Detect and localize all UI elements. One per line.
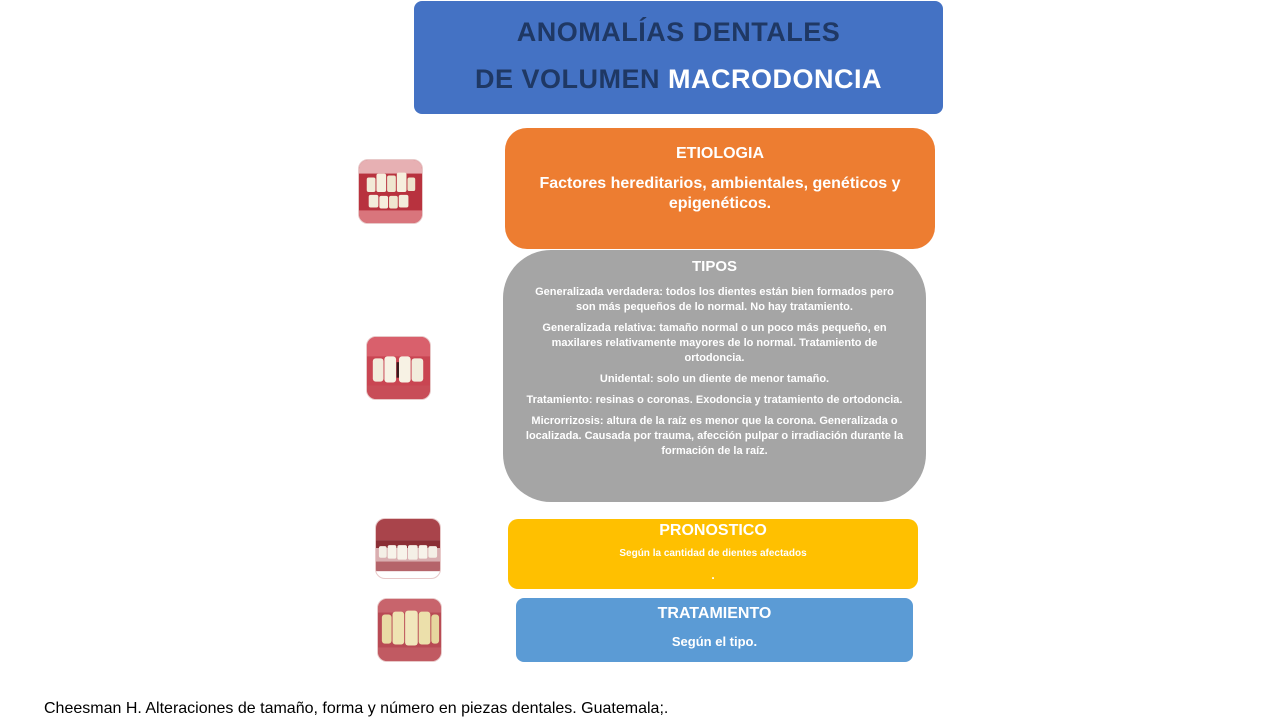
etiologia-heading: ETIOLOGIA (676, 145, 764, 162)
title-line-2-prefix: DE VOLUMEN (474, 64, 660, 94)
tipos-item: Generalizada relativa: tamaño normal o un poco más pequeño, en maxilares relativamente mayores de lo normal. Tratamiento de ortodoncia. (542, 322, 887, 364)
title-line-2 (414, 64, 943, 95)
tipos-heading: TIPOS (691, 258, 737, 275)
tipos-item: Generalizada verdadera: todos los dientes están bien formados pero son más pequeños de lo normal. No hay tratamiento. (535, 286, 894, 313)
teeth-photo-2 (366, 336, 431, 400)
pronostico-text: Según la cantidad de dientes afectados (619, 548, 807, 559)
citation: Cheesman H. Alteraciones de tamaño, forma y número en piezas dentales. Guatemala;. (44, 700, 669, 717)
teeth-photo-3 (375, 518, 441, 579)
tratamiento-heading: TRATAMIENTO (657, 605, 772, 622)
tipos-item: Unidental: solo un diente de menor tamaño. (599, 373, 830, 385)
tratamiento-text: Según el tipo. (671, 634, 758, 649)
pronostico-box (508, 519, 918, 589)
tipos-list (525, 285, 904, 465)
pronostico-dot: . (711, 568, 715, 582)
pronostico-heading: PRONOSTICO (659, 522, 767, 539)
title-banner (414, 1, 943, 114)
title-accent: MACRODONCIA (668, 64, 883, 94)
etiologia-text: Factores hereditarios, ambientales, genéticos y epigenéticos. (539, 175, 901, 212)
teeth-photo-4 (377, 598, 442, 662)
tratamiento-box (516, 598, 913, 662)
tipos-item: Tratamiento: resinas o coronas. Exodoncia y tratamiento de ortodoncia. (526, 394, 903, 406)
etiologia-box (505, 128, 935, 249)
tipos-box (503, 250, 926, 502)
tipos-item: Microrrizosis: altura de la raíz es menor que la corona. Generalizada o localizada. Causada por trauma, afección pulpar o irradiación durante la formación de la raíz. (525, 415, 904, 457)
title-line-1: ANOMALÍAS DENTALES (516, 17, 841, 47)
teeth-photo-1 (358, 159, 423, 224)
